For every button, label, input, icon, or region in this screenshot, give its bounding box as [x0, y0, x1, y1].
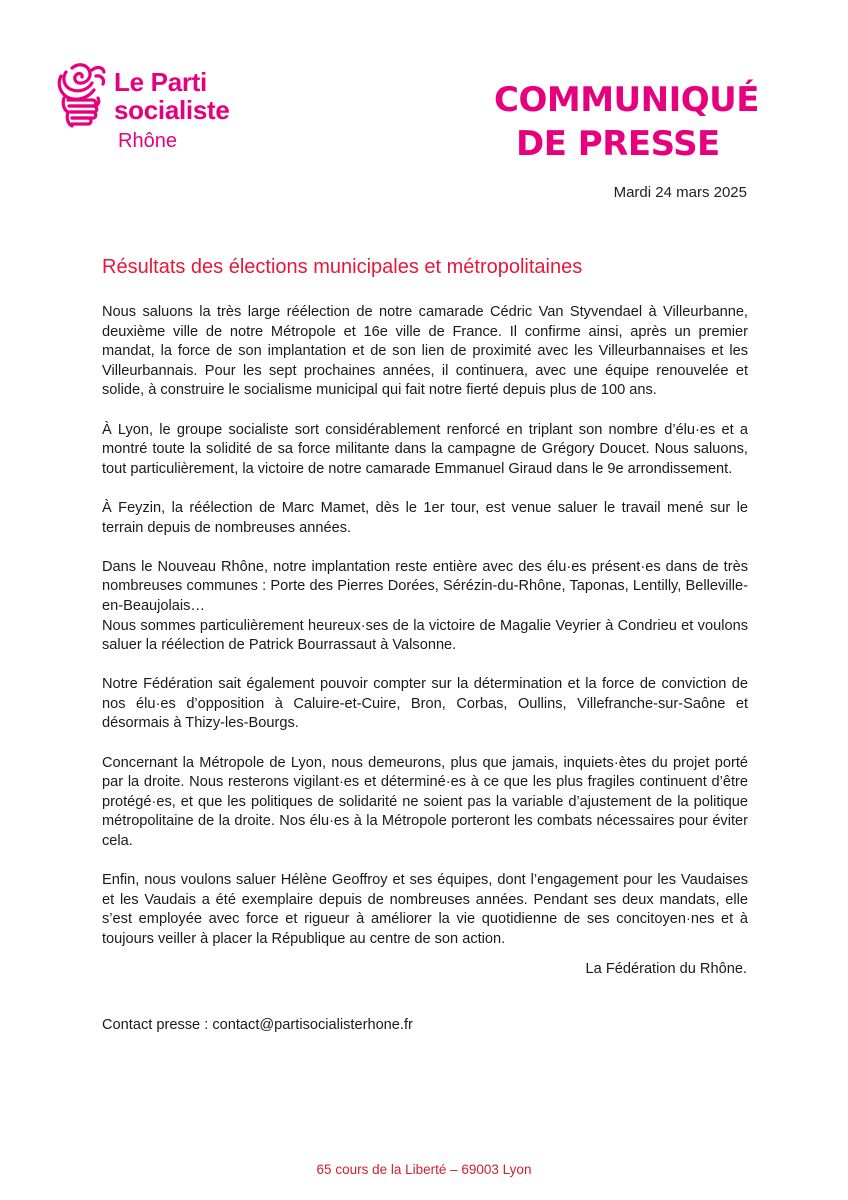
- paragraph-feyzin: À Feyzin, la réélection de Marc Mamet, dès le 1er tour, est venue saluer le travail mené sur le terrain depuis de nombreuses années.: [102, 499, 748, 536]
- headline: Résultats des élections municipales et métropolitaines: [102, 256, 583, 278]
- press-contact: Contact presse : contact@partisocialisterhone.fr: [102, 1017, 413, 1033]
- paragraph-metropole: Concernant la Métropole de Lyon, nous demeurons, plus que jamais, inquiets·ètes du projet porté par la droite. Nous resterons vigilant·es et déterminé·es à ce que les plus fragiles continuent d’être protégé·es, et que les politiques de solidarité ne soient pas la variable d’ajustement de la politique métropolitaine de la droite. Nos élu·es à la Métropole porteront les combats nécessaires pour éviter cela.: [102, 754, 748, 850]
- paragraph-villeurbanne: Nous saluons la très large réélection de notre camarade Cédric Van Styvendael à Villeurbanne, deuxième ville de notre Métropole et 16e ville de France. Il confirme ainsi, après un premier mandat, la force de son implantation et de son lien de proximité avec les Villeurbannaises et les Villeurbannais. Pour les sept prochaines années, il continuera, avec une équipe renouvelée et solide, à construire le socialisme municipal qui fait notre fierté depuis plus de 100 ans.: [102, 304, 748, 399]
- signature: La Fédération du Rhône.: [585, 961, 747, 977]
- body-text: [102, 303, 748, 969]
- logo-title-line-2: socialiste: [114, 95, 230, 125]
- paragraph-vaulx: Enfin, nous voulons saluer Hélène Geoffroy et ses équipes, dont l’engagement pour les Vaudaises et les Vaudais a été exemplaire depuis de nombreuses années. Pendant ses deux mandats, elle s’est employée avec force et rigueur à améliorer la vie quotidienne de ses concitoyen·nes et à toujours veiller à placer la République au centre de son action.: [102, 872, 748, 947]
- release-date: Mardi 24 mars 2025: [613, 184, 747, 201]
- logo-subtitle: Rhône: [118, 130, 177, 152]
- paragraph-lyon: À Lyon, le groupe socialiste sort considérablement renforcé en triplant son nombre d’élu·es et a montré toute la solidité de sa force militante dans la campagne de Grégory Doucet. Nous saluons, tout particulièrement, la victoire de notre camarade Emmanuel Giraud dans le 9e arrondissement.: [102, 421, 748, 477]
- paragraph-nouveau-rhone: Dans le Nouveau Rhône, notre implantation reste entière avec des élu·es présent·es dans de très nombreuses communes : Porte des Pierres Dorées, Sérézin-du-Rhône, Taponas, Lentilly, Belleville-en-Beaujolais…: [102, 558, 748, 614]
- logo-title-line-1: Le Parti: [114, 67, 207, 97]
- press-release-title: [494, 78, 759, 166]
- paragraph-opposition: Notre Fédération sait également pouvoir compter sur la détermination et la force de conviction de nos élu·es d’opposition à Caluire-et-Cuire, Bron, Corbas, Oullins, Villefranche-sur-Saône et désormais à Thizy-les-Bourgs.: [102, 676, 748, 732]
- paragraph-condrieu: Nous sommes particulièrement heureux·ses de la victoire de Magalie Veyrier à Condrieu et voulons saluer la réélection de Patrick Bourrassaut à Valsonne.: [102, 617, 748, 654]
- press-title-line-1: COMMUNIQUÉ: [494, 80, 759, 120]
- rose-fist-icon: [52, 60, 110, 132]
- party-logo: [52, 58, 282, 158]
- footer-address: 65 cours de la Liberté – 69003 Lyon: [316, 1162, 532, 1177]
- press-title-line-2: DE PRESSE: [516, 124, 720, 164]
